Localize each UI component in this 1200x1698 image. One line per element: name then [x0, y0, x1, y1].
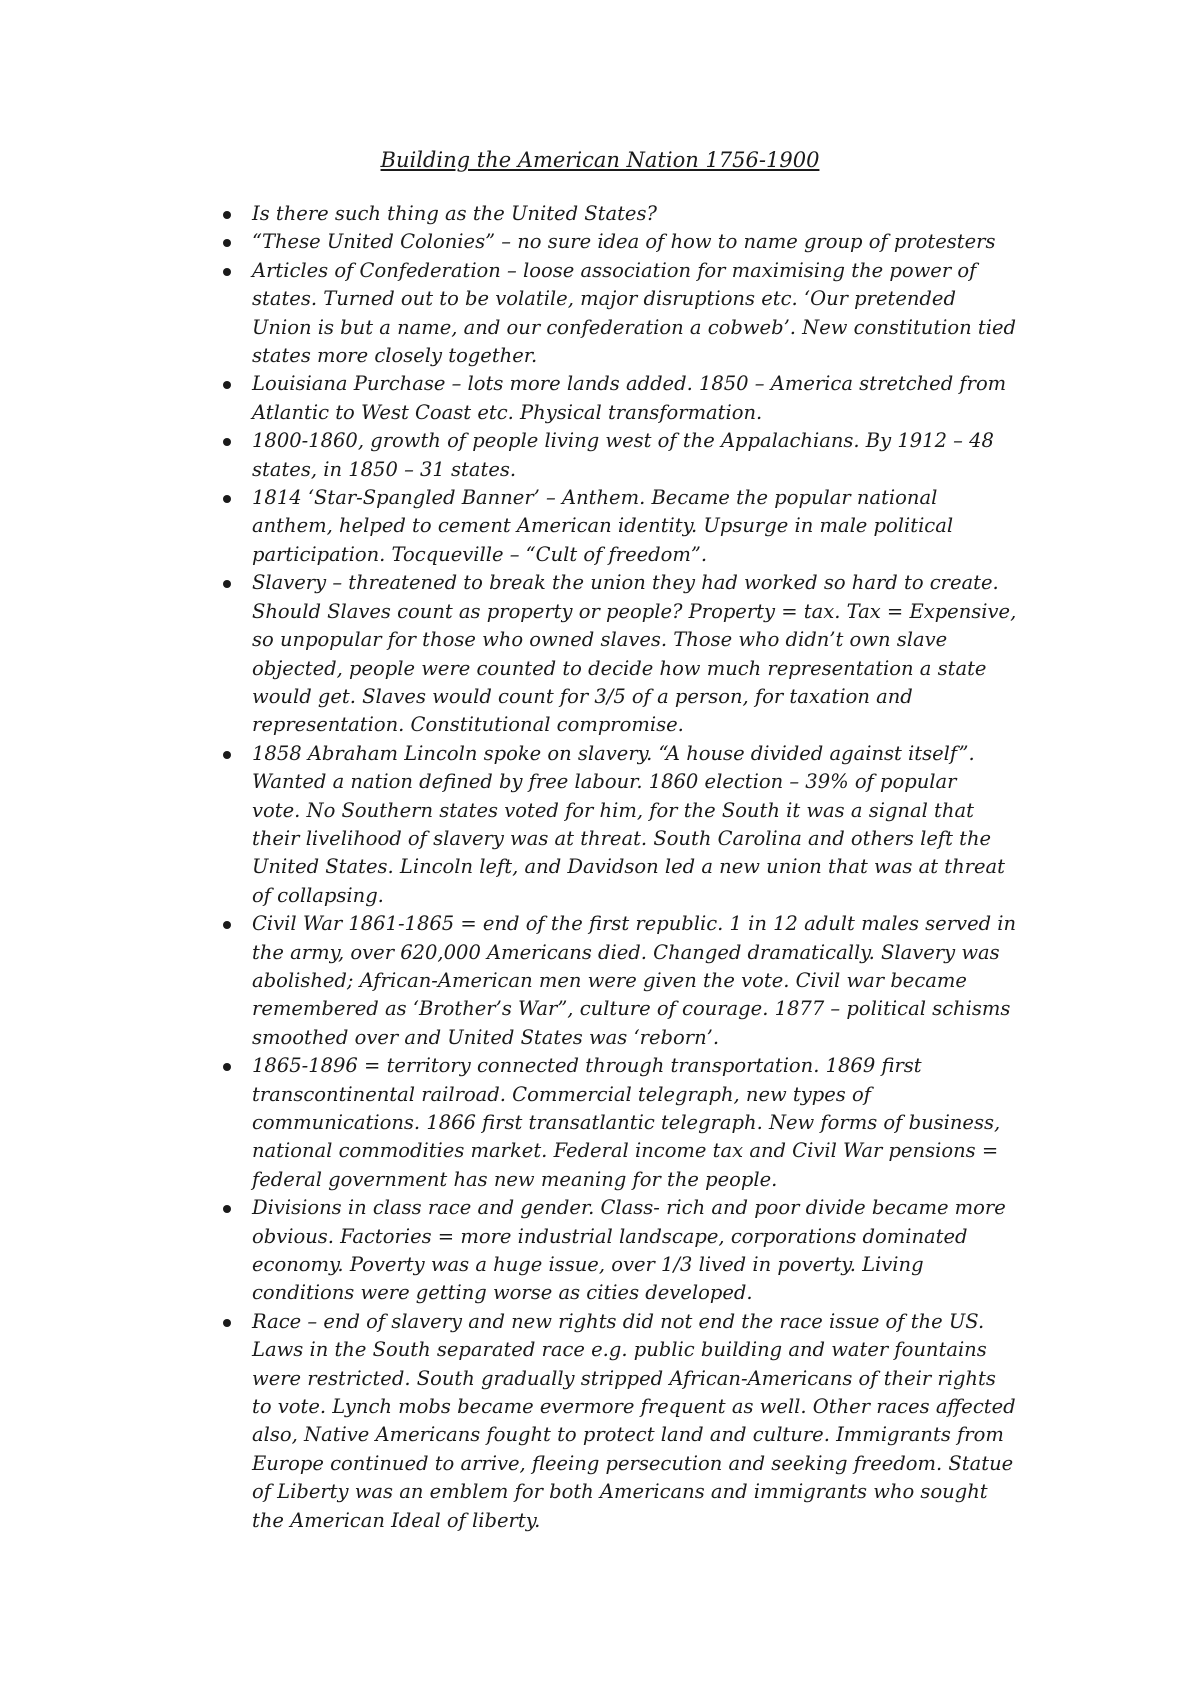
list-item-line: smoothed over and United States was ‘reborn’.: [252, 1025, 720, 1049]
list-item-line: the army, over 620,000 Americans died. Changed dramatically. Slavery was: [252, 940, 1000, 964]
list-item-line: states, in 1850 – 31 states.: [252, 457, 517, 481]
list-item: [252, 370, 1032, 427]
list-item-line: Louisiana Purchase – lots more lands added. 1850 – America stretched from: [252, 372, 1007, 396]
list-item-line: 1865-1896 = territory connected through transportation. 1869 first: [252, 1054, 922, 1078]
list-item-line: objected, people were counted to decide how much representation a state: [252, 656, 987, 680]
list-item: [252, 484, 1032, 569]
list-item: [252, 910, 1032, 1052]
list-item: [252, 427, 1032, 484]
list-item-line: obvious. Factories = more industrial landscape, corporations dominated: [252, 1224, 968, 1248]
list-item-line: Divisions in class race and gender. Class- rich and poor divide became more: [252, 1196, 1006, 1220]
list-item-line: so unpopular for those who owned slaves. Those who didn’t own slave: [252, 628, 948, 652]
bullet-list: [252, 200, 1032, 1535]
list-item-line: Should Slaves count as property or people? Property = tax. Tax = Expensive,: [252, 599, 1017, 623]
list-item-line: Europe continued to arrive, fleeing persecution and seeking freedom. Statue: [252, 1451, 1014, 1475]
list-item-line: federal government has new meaning for the people.: [252, 1167, 778, 1191]
list-item-line: Atlantic to West Coast etc. Physical transformation.: [252, 400, 763, 424]
list-item: [252, 740, 1032, 910]
list-item-line: 1800-1860, growth of people living west of the Appalachians. By 1912 – 48: [252, 429, 994, 453]
list-item-line: states. Turned out to be volatile, major disruptions etc. ‘Our pretended: [252, 287, 956, 311]
list-item-line: Civil War 1861-1865 = end of the first republic. 1 in 12 adult males served in: [252, 912, 1017, 936]
list-item-line: transcontinental railroad. Commercial telegraph, new types of: [252, 1082, 871, 1106]
list-item-line: anthem, helped to cement American identity. Upsurge in male political: [252, 514, 954, 538]
list-item-line: their livelihood of slavery was at threat. South Carolina and others left the: [252, 826, 992, 850]
list-item: [252, 1308, 1032, 1535]
list-item-line: to vote. Lynch mobs became evermore frequent as well. Other races affected: [252, 1395, 1016, 1419]
list-item-line: were restricted. South gradually stripped African-Americans of their rights: [252, 1366, 996, 1390]
list-item-line: of collapsing.: [252, 883, 384, 907]
list-item-line: participation. Tocqueville – “Cult of freedom”.: [252, 542, 708, 566]
list-item-line: Slavery – threatened to break the union they had worked so hard to create.: [252, 571, 999, 595]
list-item: [252, 1052, 1032, 1194]
list-item-line: Race – end of slavery and new rights did not end the race issue of the US.: [252, 1309, 985, 1333]
list-item-line: of Liberty was an emblem for both Americans and immigrants who sought: [252, 1480, 988, 1504]
list-item: [252, 1194, 1032, 1308]
list-item-line: Laws in the South separated race e.g. public building and water fountains: [252, 1338, 987, 1362]
page-title: Building the American Nation 1756-1900: [380, 148, 820, 172]
list-item-line: conditions were getting worse as cities developed.: [252, 1281, 753, 1305]
list-item-line: Wanted a nation defined by free labour. 1860 election – 39% of popular: [252, 770, 957, 794]
list-item-line: vote. No Southern states voted for him, for the South it was a signal that: [252, 798, 974, 822]
list-item: [252, 228, 1032, 256]
list-item-line: also, Native Americans fought to protect land and culture. Immigrants from: [252, 1423, 1004, 1447]
list-item: [252, 257, 1032, 371]
list-item-line: would get. Slaves would count for 3/5 of a person, for taxation and: [252, 684, 913, 708]
list-item-line: communications. 1866 first transatlantic telegraph. New forms of business,: [252, 1111, 1001, 1134]
list-item-line: economy. Poverty was a huge issue, over 1/3 lived in poverty. Living: [252, 1253, 924, 1277]
list-item-line: remembered as ‘Brother’s War”, culture of courage. 1877 – political schisms: [252, 997, 1011, 1021]
list-item-line: states more closely together.: [252, 344, 538, 368]
list-item: [252, 569, 1032, 739]
list-item: [252, 200, 1032, 228]
list-item-line: Is there such thing as the United States?: [252, 202, 657, 225]
list-item-line: United States. Lincoln left, and Davidson led a new union that was at threat: [252, 855, 1005, 879]
list-item-line: the American Ideal of liberty.: [252, 1508, 541, 1532]
list-item-line: abolished; African-American men were given the vote. Civil war became: [252, 968, 967, 992]
list-item-line: 1814 ‘Star-Spangled Banner’ – Anthem. Became the popular national: [252, 486, 938, 510]
list-item-line: representation. Constitutional compromise.: [252, 713, 684, 737]
list-item-line: Union is but a name, and our confederation a cobweb’. New constitution tied: [252, 315, 1017, 339]
list-item-line: 1858 Abraham Lincoln spoke on slavery. “A house divided against itself”.: [252, 741, 975, 765]
list-item-line: national commodities market. Federal income tax and Civil War pensions =: [252, 1139, 999, 1163]
list-item-line: “These United Colonies” – no sure idea of how to name group of protesters: [252, 230, 996, 254]
list-item-line: Articles of Confederation – loose association for maximising the power of: [252, 258, 977, 282]
